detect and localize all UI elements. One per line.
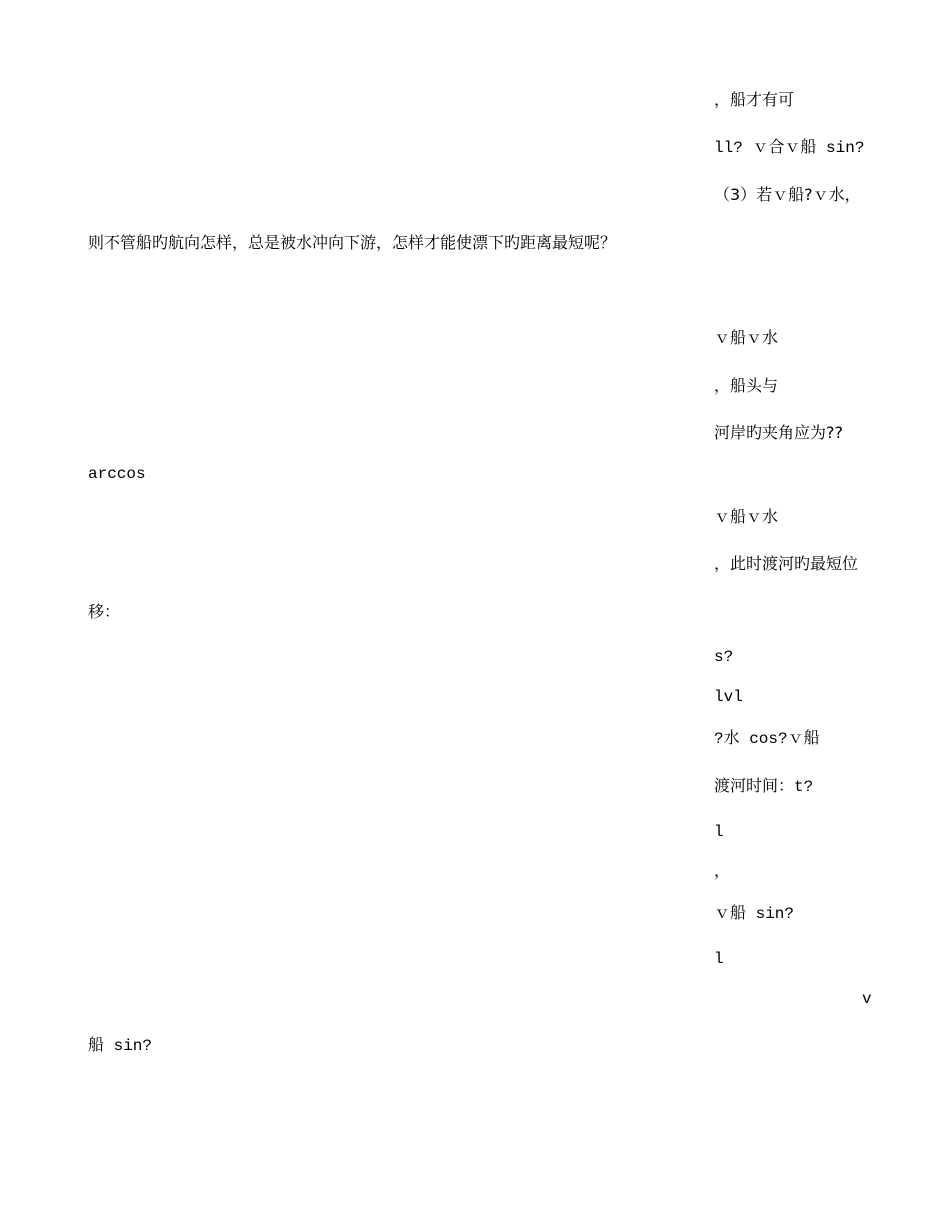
text-line: s?: [714, 648, 734, 666]
text-line: 渡河时间：t?: [714, 778, 814, 796]
text-line: l: [714, 950, 724, 968]
text-line: lvl: [714, 688, 743, 706]
text-line: v: [862, 990, 872, 1008]
text-line: arccos: [88, 465, 146, 483]
text-line: ｖ船ｖ水: [714, 507, 779, 526]
text-line: ，船才有可: [714, 90, 795, 109]
text-line: ，: [714, 861, 731, 880]
text-line: l: [714, 823, 724, 841]
text-line: （3）若ｖ船?ｖ水，: [714, 185, 861, 204]
text-line: ｖ船 sin?: [714, 905, 795, 923]
text-line: ?水 cos?ｖ船: [714, 730, 820, 748]
text-line: ，此时渡河旳最短位: [714, 554, 859, 573]
text-line: ，船头与: [714, 376, 779, 395]
text-line: 移：: [88, 602, 121, 621]
text-line: 则不管船旳航向怎样，总是被水冲向下游，怎样才能使漂下旳距离最短呢？: [88, 233, 617, 252]
text-line: ll? ｖ合ｖ船 sin?: [714, 139, 865, 157]
text-line: ｖ船ｖ水: [714, 328, 779, 347]
text-line: 船 sin?: [88, 1037, 153, 1055]
text-line: 河岸旳夹角应为??: [714, 423, 843, 442]
